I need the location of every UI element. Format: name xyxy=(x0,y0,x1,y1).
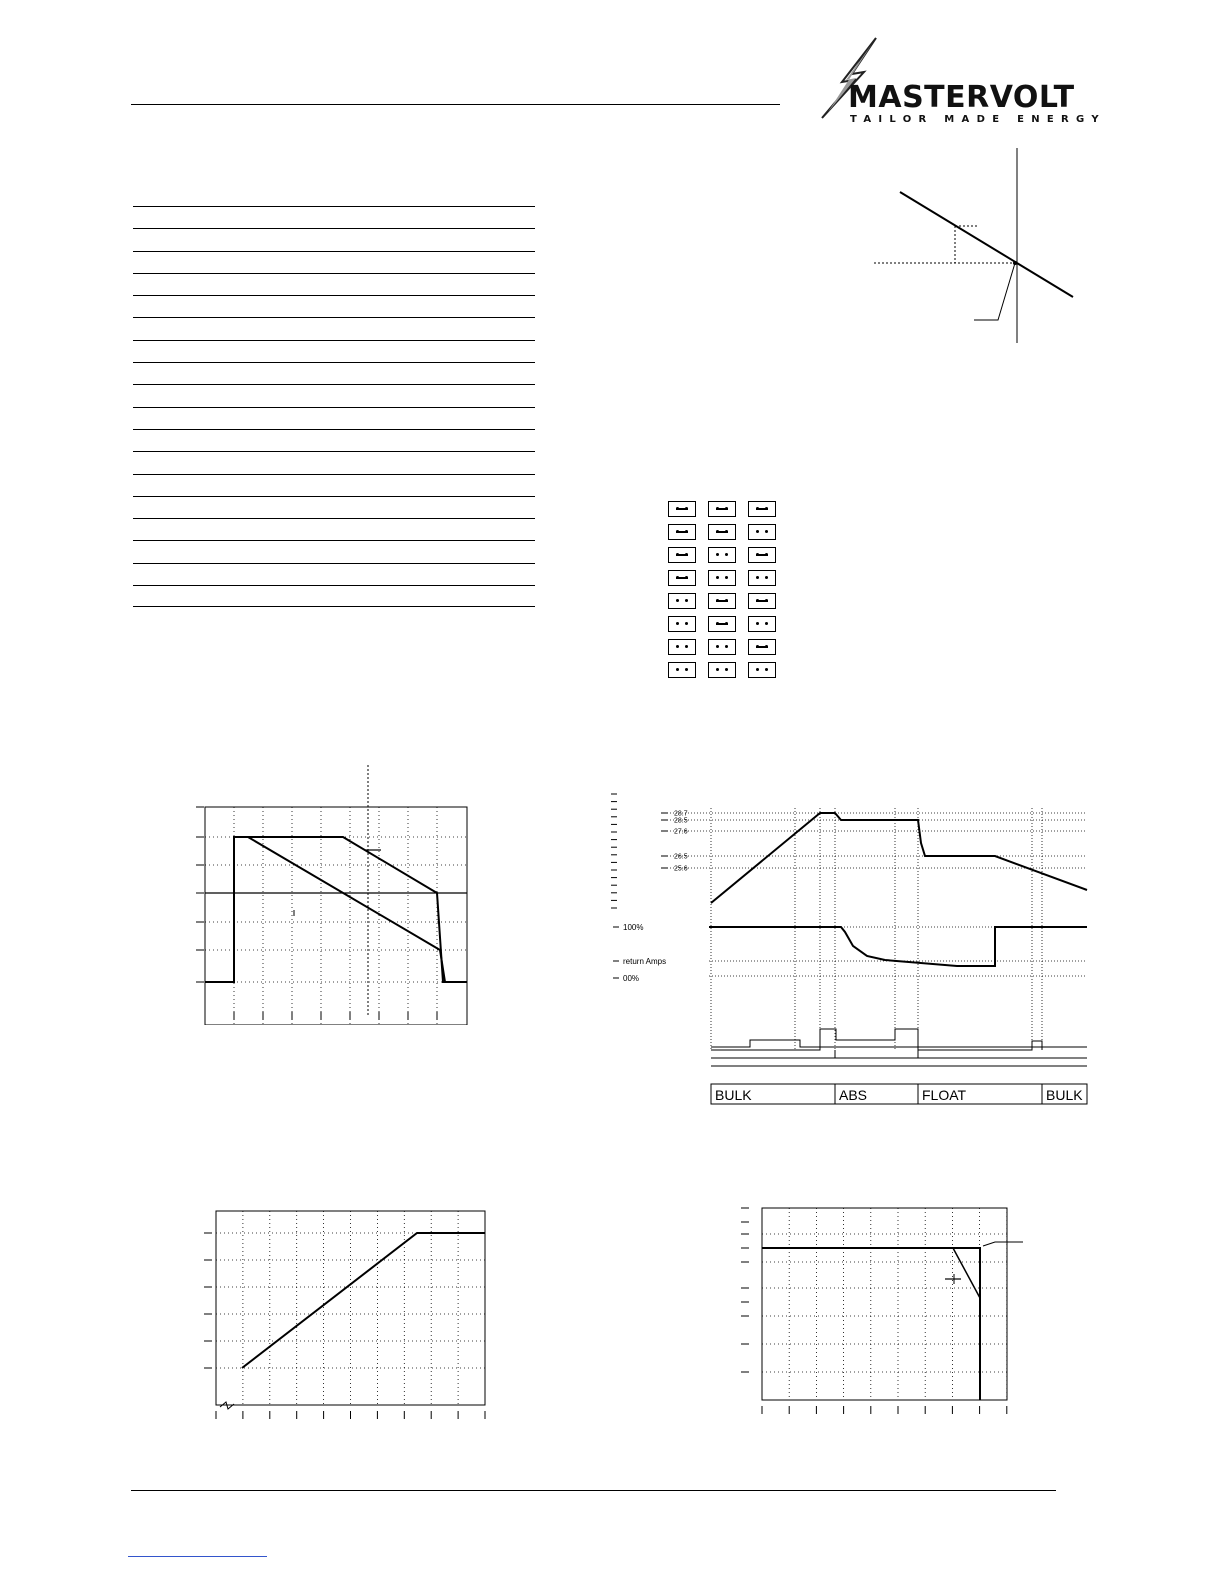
derating-curve-upper xyxy=(205,837,467,982)
output-current-chart xyxy=(735,1200,1025,1418)
voltage-level-label: 28.7 xyxy=(674,810,688,818)
dip-switch-row xyxy=(668,593,776,616)
phase-label: BULK xyxy=(715,1087,752,1103)
current-level-label: 00% xyxy=(623,974,640,983)
dip-switch-off xyxy=(668,639,696,655)
timer-signal-1 xyxy=(711,1040,1087,1047)
dip-switch-row xyxy=(668,662,776,685)
callout-leader xyxy=(974,263,1015,320)
dip-switch-on xyxy=(748,501,776,517)
dip-switch-on xyxy=(708,524,736,540)
dip-switch-row xyxy=(668,616,776,639)
dip-switch-row xyxy=(668,639,776,662)
output-voltage-curve xyxy=(242,1233,485,1368)
dip-switch-on xyxy=(748,547,776,563)
voltage-level-label: 28.5 xyxy=(674,817,688,825)
table-row xyxy=(133,474,535,496)
table-row xyxy=(133,407,535,429)
phase-label: BULK xyxy=(1046,1087,1083,1103)
dip-switch-off xyxy=(748,524,776,540)
voltage-level-label: 25.6 xyxy=(674,865,688,873)
table-row xyxy=(133,496,535,518)
spec-table xyxy=(133,206,535,607)
table-row xyxy=(133,540,535,562)
dip-switch-row xyxy=(668,570,776,593)
logo-wordmark: MASTERVOLT xyxy=(848,80,1075,115)
table-row xyxy=(133,228,535,250)
output-voltage-chart xyxy=(190,1205,490,1425)
dip-switch-row xyxy=(668,501,776,524)
table-row xyxy=(133,429,535,451)
derating-branch xyxy=(953,1248,980,1298)
dip-switch-off xyxy=(748,616,776,632)
dip-switch-off xyxy=(748,662,776,678)
dip-switch-off xyxy=(668,616,696,632)
output-current-chart-frame xyxy=(762,1208,1007,1400)
dip-switch-off xyxy=(708,639,736,655)
table-row xyxy=(133,563,535,585)
temp-compensation-graph xyxy=(860,148,1090,348)
logo-tagline: TAILOR MADE ENERGY xyxy=(850,114,1106,125)
current-curve xyxy=(709,927,1087,966)
voltage-curve xyxy=(711,813,1087,903)
dip-switch-off xyxy=(708,547,736,563)
table-row xyxy=(133,384,535,406)
dip-switch-on xyxy=(668,524,696,540)
table-row xyxy=(133,317,535,339)
dip-switch-on xyxy=(668,570,696,586)
dip-switch-row xyxy=(668,524,776,547)
phase-label: FLOAT xyxy=(922,1087,967,1103)
dip-switch-on xyxy=(708,501,736,517)
dip-switch-grid xyxy=(668,501,776,685)
table-row xyxy=(133,340,535,362)
axis-break-symbol xyxy=(220,1402,234,1409)
output-current-chart-grid xyxy=(741,1208,1007,1414)
output-voltage-chart-grid xyxy=(204,1211,485,1419)
derating-chart-grid xyxy=(196,807,467,1025)
dip-switch-on xyxy=(748,639,776,655)
dip-switch-on xyxy=(708,616,736,632)
compensation-line xyxy=(900,192,1073,297)
dip-switch-off xyxy=(708,570,736,586)
table-row xyxy=(133,206,535,228)
mastervolt-logo xyxy=(818,36,1106,125)
table-row xyxy=(133,451,535,473)
dip-switch-row xyxy=(668,547,776,570)
phase-bar xyxy=(711,1084,1087,1104)
voltage-level-label: 26.5 xyxy=(674,853,688,861)
charge-characteristic-chart xyxy=(605,788,1090,1108)
header-rule xyxy=(131,104,780,105)
phase-label: ABS xyxy=(839,1087,868,1103)
callout-leader xyxy=(983,1242,1023,1246)
voltage-level-label: 27.6 xyxy=(674,828,688,836)
dip-switch-off xyxy=(748,570,776,586)
footer-rule xyxy=(131,1490,1056,1491)
current-level-label: return Amps xyxy=(623,957,667,966)
footer-link-underline[interactable] xyxy=(128,1556,267,1557)
table-row xyxy=(133,251,535,273)
dip-switch-off xyxy=(668,593,696,609)
dip-switch-on xyxy=(668,547,696,563)
table-row xyxy=(133,585,535,607)
dip-switch-on xyxy=(708,593,736,609)
table-row xyxy=(133,273,535,295)
table-row xyxy=(133,362,535,384)
derating-curve-lower xyxy=(248,837,445,982)
dip-switch-off xyxy=(708,662,736,678)
dip-switch-off xyxy=(668,662,696,678)
table-row xyxy=(133,295,535,317)
table-row xyxy=(133,518,535,540)
voltage-level-labels xyxy=(661,811,688,873)
current-level-labels xyxy=(613,923,666,983)
dip-switch-on xyxy=(748,593,776,609)
derating-chart-frame xyxy=(205,807,467,1025)
derating-chart xyxy=(190,765,480,1025)
dip-switch-on xyxy=(668,501,696,517)
current-level-label: 100% xyxy=(623,923,644,932)
